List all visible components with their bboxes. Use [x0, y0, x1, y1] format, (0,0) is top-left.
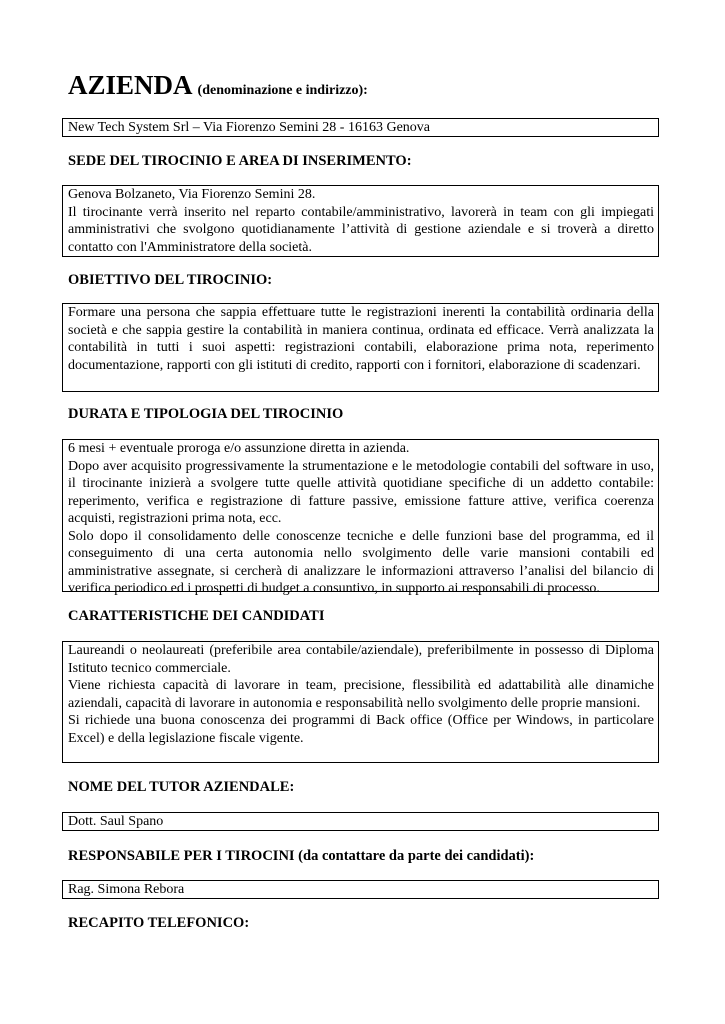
caratteristiche-box: [62, 641, 659, 763]
page-title: [68, 68, 368, 108]
responsabile-box: [62, 880, 659, 899]
caratteristiche-line-3: Si richiede una buona conoscenza dei programmi di Back office (Office per Windows, in particolare Excel) e della legislazione fiscale vigente.: [68, 713, 654, 746]
sede-line-1: Genova Bolzaneto, Via Fiorenzo Semini 28.: [68, 187, 316, 202]
obiettivo-line-1: Formare una persona che sappia effettuare tutte le registrazioni inerenti la contabilità ordinaria della società e che sappia gestire la contabilità in maniera continua, ordinata ed efficace. Verrà analizzata la contabilità in tutti i suoi aspetti: registrazioni contabili, elaborazione prima nota, reperimento documentazione, rapporti con gli istituti di credito, rapporti con i fornitori, elaborazione di scadenzari.: [68, 305, 654, 373]
recapito-heading: RECAPITO TELEFONICO:: [68, 915, 250, 931]
azienda-box: [62, 118, 659, 137]
sede-line-2: Il tirocinante verrà inserito nel reparto contabile/amministrativo, lavorerà in team con gli impiegati amministrativi che svolgono quotidianamente l’attività di gestione aziendale e si troverà a diretto contatto con l'Amministratore della società.: [68, 204, 654, 255]
durata-box: [62, 439, 659, 596]
sede-heading: SEDE DEL TIROCINIO E AREA DI INSERIMENTO:: [68, 153, 412, 169]
durata-heading: DURATA E TIPOLOGIA DEL TIROCINIO: [68, 406, 344, 422]
responsabile-heading: RESPONSABILE PER I TIROCINI (da contattare da parte dei candidati):: [68, 848, 535, 864]
caratteristiche-line-1: Laureandi o neolaureati (preferibile area contabile/aziendale), preferibilmente in possesso di Diploma Istituto tecnico commerciale.: [68, 643, 654, 676]
obiettivo-heading: OBIETTIVO DEL TIROCINIO:: [68, 272, 273, 288]
title-subtitle: (denominazione e indirizzo):: [197, 83, 368, 98]
tutor-heading: NOME DEL TUTOR AZIENDALE:: [68, 779, 295, 795]
azienda-value: New Tech System Srl – Via Fiorenzo Semini 28 - 16163 Genova: [68, 120, 431, 135]
sede-box: [62, 185, 659, 257]
responsabile-value: Rag. Simona Rebora: [68, 882, 185, 897]
tutor-box: [62, 812, 659, 831]
caratteristiche-line-2: Viene richiesta capacità di lavorare in team, precisione, flessibilità ed adattabilità alle dinamiche aziendali, capacità di lavorare in autonomia e responsabilità nello svolgimento delle proprie mansioni.: [68, 678, 654, 711]
tutor-value: Dott. Saul Spano: [68, 814, 164, 829]
durata-line-3: Solo dopo il consolidamento delle conoscenze tecniche e delle funzioni base del programma, ed il conseguimento di una certa autonomia nello svolgimento delle varie mansioni contabili ed amministrative assegnate, si cercherà di analizzare le informazioni attraverso l’analisi del bilancio di verifica periodico ed i prospetti di budget a consuntivo, in supporto ai responsabili di processo.: [68, 528, 654, 596]
obiettivo-box: [62, 303, 659, 392]
title-main: AZIENDA: [68, 70, 193, 100]
durata-line-2: Dopo aver acquisito progressivamente la strumentazione e le metodologie contabili del software in uso, il tirocinante inizierà a svolgere tutte quelle attività quotidiane specifiche di un addetto contabile: reperimento, verifica e registrazione di fatture passive, emissione fatture attive, verifica coerenza acquisti, registrazioni prima nota, ecc.: [68, 458, 654, 526]
durata-line-1: 6 mesi + eventuale proroga e/o assunzione diretta in azienda.: [68, 441, 410, 456]
caratteristiche-heading: CARATTERISTICHE DEI CANDIDATI: [68, 608, 325, 624]
